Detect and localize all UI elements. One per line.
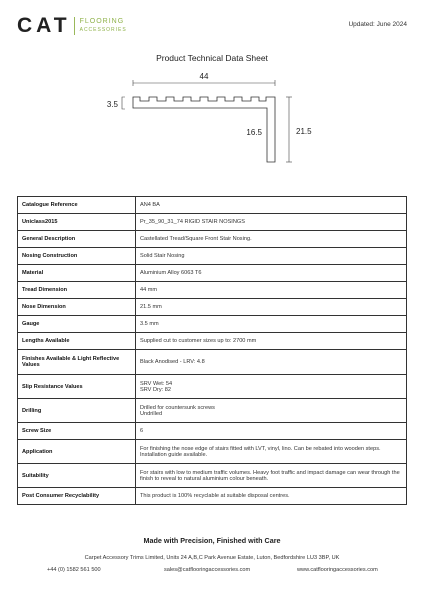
spec-row — [18, 423, 407, 440]
inner-height-label: 16.5 — [246, 128, 262, 137]
spec-value: SRV Wet: 54 SRV Dry: 82 — [136, 375, 407, 399]
spec-label: Post Consumer Recyclability — [18, 488, 136, 505]
logo-line-2: ACCESSORIES — [79, 27, 127, 33]
logo-wordmark: CAT — [17, 14, 71, 37]
spec-label: Nosing Construction — [18, 248, 136, 265]
updated-date: Updated: June 2024 — [348, 21, 407, 28]
spec-label: Lengths Available — [18, 333, 136, 350]
spec-value: Black Anodised - LRV: 4.8 — [136, 350, 407, 375]
spec-label: Slip Resistance Values — [18, 375, 136, 399]
website-link[interactable]: www.catflooringaccessories.com — [297, 567, 378, 573]
spec-value: 44 mm — [136, 282, 407, 299]
spec-value: Aluminium Alloy 6063 T6 — [136, 265, 407, 282]
spec-value: 21.5 mm — [136, 299, 407, 316]
spec-label: Suitability — [18, 464, 136, 488]
height-label: 21.5 — [296, 127, 312, 136]
spec-row — [18, 375, 407, 399]
spec-label: Nose Dimension — [18, 299, 136, 316]
thickness-label: 3.5 — [106, 100, 118, 109]
page-title: Product Technical Data Sheet — [156, 53, 268, 63]
spec-value: Solid Stair Nosing — [136, 248, 407, 265]
spec-row — [18, 282, 407, 299]
logo-line-1: FLOORING — [79, 18, 125, 25]
spec-row — [18, 265, 407, 282]
spec-row — [18, 333, 407, 350]
spec-label: Material — [18, 265, 136, 282]
spec-row — [18, 214, 407, 231]
phone-number: +44 (0) 1582 561 500 — [47, 567, 101, 573]
thickness-bracket — [122, 97, 125, 109]
spec-value: AN4 BA — [136, 197, 407, 214]
spec-row — [18, 399, 407, 423]
spec-label: Gauge — [18, 316, 136, 333]
spec-label: Catalogue Reference — [18, 197, 136, 214]
spec-row — [18, 231, 407, 248]
spec-label: Tread Dimension — [18, 282, 136, 299]
width-label: 44 — [199, 72, 209, 81]
spec-value: Supplied cut to customer sizes up to: 2700 mm — [136, 333, 407, 350]
spec-row — [18, 299, 407, 316]
spec-row — [18, 316, 407, 333]
email-link[interactable]: sales@catflooringaccessories.com — [164, 567, 251, 573]
spec-row — [18, 464, 407, 488]
spec-value: Castellated Tread/Square Front Stair Nosing. — [136, 231, 407, 248]
spec-row — [18, 350, 407, 375]
profile-drawing — [0, 0, 424, 180]
footer-tagline: Made with Precision, Finished with Care — [143, 536, 281, 545]
company-address: Carpet Accessory Trims Limited, Units 24 A,B,C Park Avenue Estate, Luton, Bedfordshire LU3 3BP, UK — [84, 555, 340, 561]
spec-row — [18, 248, 407, 265]
spec-value: This product is 100% recyclable at suitable disposal centres. — [136, 488, 407, 505]
spec-table — [17, 196, 407, 505]
spec-label: Screw Size — [18, 423, 136, 440]
spec-label: General Description — [18, 231, 136, 248]
spec-value: 6 — [136, 423, 407, 440]
spec-label: Drilling — [18, 399, 136, 423]
spec-label: Finishes Available & Light Reflective Values — [18, 350, 136, 375]
spec-value: Pr_35_90_31_74 RIGID STAIR NOSINGS — [136, 214, 407, 231]
spec-row — [18, 488, 407, 505]
spec-value: Drilled for countersunk screws Undrilled — [136, 399, 407, 423]
spec-row — [18, 197, 407, 214]
spec-row — [18, 440, 407, 464]
spec-value: For stairs with low to medium traffic volumes. Heavy foot traffic and impact damage can wear through the finish to reveal to natural aluminium colour beneath. — [136, 464, 407, 488]
spec-label: Application — [18, 440, 136, 464]
spec-value: For finishing the nose edge of stairs fitted with LVT, vinyl, lino. Can be rebated into wooden steps. Installation guide available. — [136, 440, 407, 464]
spec-label: Uniclass2015 — [18, 214, 136, 231]
spec-value: 3.5 mm — [136, 316, 407, 333]
